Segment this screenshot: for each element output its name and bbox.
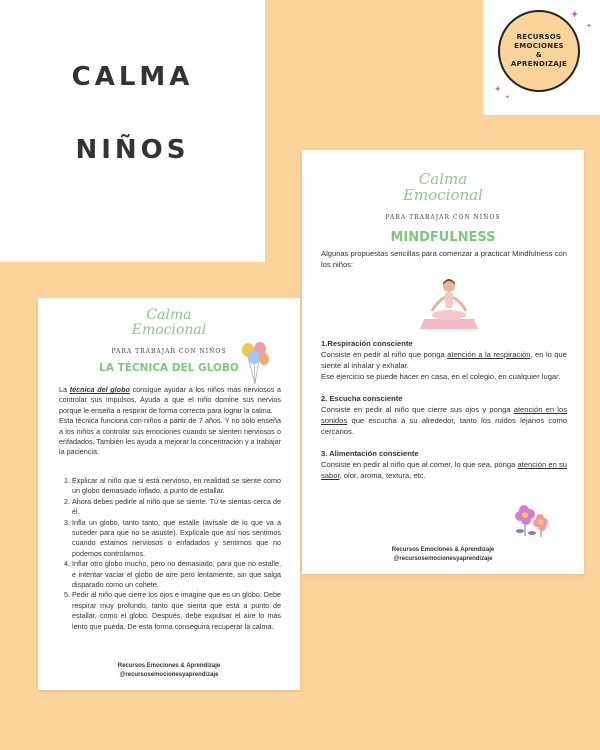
- item2-underlined: atención en los sonidos: [321, 405, 567, 425]
- item3-underlined: atención en su sabor: [321, 460, 567, 480]
- card-heading: LA TÉCNICA DEL GLOBO: [99, 362, 239, 374]
- item3-title: 3. Alimentación consciente: [321, 449, 419, 458]
- item2-text-a: Consiste en pedir al niño que cierre sus ojos y ponga: [321, 405, 514, 414]
- footer-line2: @recursosemocionesyaprendizaje: [119, 672, 219, 678]
- step-item: 4. Inflar otro globo mucho, pero no demasiado, para que no estalle, e intentar vaciar el globo de aire pero lentamente, sin que salga disparado como un cohete.: [72, 559, 281, 590]
- balloon-intro: [59, 385, 281, 458]
- footer-line1: Recursos Emociones & Aprendizaje: [117, 663, 221, 669]
- cover-title-line2: NIÑOS: [75, 135, 190, 165]
- card-subtitle: PARA TRABAJAR CON NIÑOS: [111, 348, 227, 355]
- intro-paragraph2: Esta técnica funciona con niños a partir de 7 años. Y no sólo enseña a los niños a controlar sus emociones cuando se sienten nerviosos o enfadados. También les ayuda a mejorar la concentración y a trabajar la paciencia.: [59, 416, 282, 457]
- step-item: 3. Infla un globo, tanto tanto, que estalle (avísale de lo que va a suceder para que no se asuste). Explícale que así nos sentimos cuando estamos nerviosos o enfadados y sentimos que no podemos controlarnos.: [72, 518, 281, 560]
- card-footer: [38, 662, 300, 680]
- intro-bold: técnica del globo: [69, 385, 130, 394]
- mindfulness-items: [321, 338, 567, 481]
- intro-text-b: consigue ayudar a los niños más nerviosos a controlar sus impulsos. Ayuda a que el niño domine sus nervios porque le enseña a respirar de forma correcta para lograr la calma.: [59, 385, 281, 415]
- card-footer: [302, 546, 584, 564]
- sparkle-icon: ✦: [494, 84, 502, 94]
- card-script-title-line2: Emocional: [403, 186, 483, 204]
- mindfulness-card: [302, 150, 584, 574]
- sparkle-icon: ✦: [505, 95, 511, 101]
- meditating-woman-icon: [418, 275, 480, 333]
- intro-text-a: La: [59, 385, 70, 394]
- item2-title: 2. Escucha consciente: [321, 394, 403, 403]
- logo-line4: APRENDIZAJE: [510, 60, 568, 68]
- item1-underlined: atención a la respiración: [447, 350, 531, 359]
- step-item: 5. Pedir al niño que cierre los ojos e imagine que es un globo. Debe respirar muy profundo, tanto que sienta que está a punto de estallar, como el globo. Después, debe expulsar el aire lo más lento que pueda. De esta forma conseguirá recuperar la calma.: [72, 590, 281, 632]
- card-subtitle: PARA TRABAJAR CON NIÑOS: [385, 214, 501, 221]
- step-item: 1. Explicar al niño que si está nervioso, en realidad se siente como un globo demasiado inflado, a punto de estallar.: [72, 476, 281, 497]
- item1-title: 1.Respiración consciente: [321, 339, 413, 348]
- item2-text-b: que escucha a su alrededor, tanto los ruidos lejanos como cercanos.: [321, 416, 567, 436]
- cover-title-line1: CALMA: [71, 62, 194, 92]
- item1-extra: Ese ejercicio se puede hacer en casa, en el colegio, en cualquier lugar.: [321, 372, 561, 381]
- mindfulness-intro: Algunas propuestas sencillas para comenzar a practicar Mindfulness con los niños:: [321, 249, 567, 269]
- circle-logo-icon: [498, 10, 580, 92]
- balloon-technique-card: [38, 298, 300, 690]
- card-heading: MINDFULNESS: [390, 230, 496, 245]
- item1-text-b: , en lo que siente al inhalar y exhalar.: [321, 350, 567, 370]
- footer-line1: Recursos Emociones & Aprendizaje: [391, 547, 495, 553]
- item1-text-a: Consiste en pedir al niño que ponga: [321, 350, 448, 359]
- card-script-title-line1: Calma: [418, 170, 468, 188]
- item3-text-b: , olor, aroma, textura, etc.: [339, 471, 426, 480]
- card-script-title-line2: Emocional: [131, 322, 207, 338]
- balloon-steps: [59, 476, 281, 632]
- cover-panel: [0, 0, 265, 262]
- logo-line3: &: [535, 51, 543, 59]
- sparkle-icon: ✦: [570, 9, 580, 21]
- card-script-title-line1: Calma: [146, 307, 192, 323]
- balloons-icon: [238, 341, 272, 385]
- flowers-icon: [512, 500, 552, 538]
- item3-text-a: Consiste en pedir al niño que al comer, lo que sea, ponga: [321, 460, 518, 469]
- logo-line2: EMOCIONES: [514, 42, 564, 50]
- logo-line1: RECURSOS: [516, 33, 562, 41]
- step-item: 2. Ahora debes pedirle al niño que se siente. Tú te sientas cerca de él.: [72, 497, 281, 518]
- footer-line2: @recursosemocionesyaprendizaje: [393, 556, 493, 562]
- sparkle-icon: ✦: [586, 23, 592, 30]
